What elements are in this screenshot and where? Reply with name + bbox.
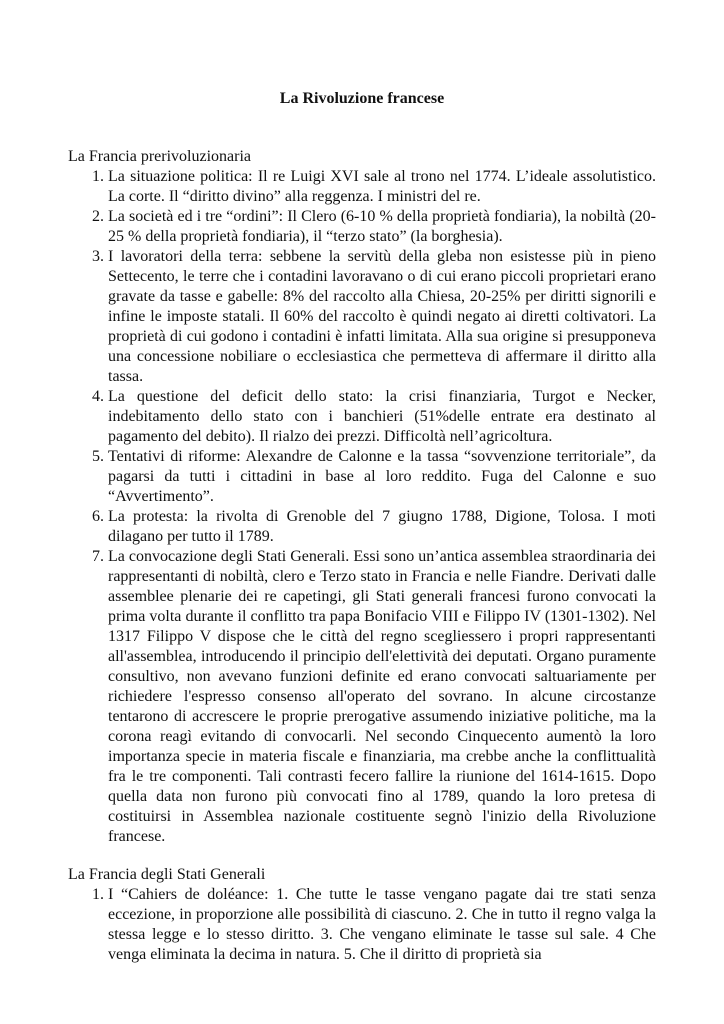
- list-item: 4. La questione del deficit dello stato: la crisi finanziaria, Turgot e Necker, indebitamento dello stato con i banchieri (51%delle entrate era destinato al pagamento del debito). Il rialzo dei prezzi. Difficoltà nell’agricoltura.: [108, 387, 656, 447]
- section-heading: La Francia degli Stati Generali: [68, 866, 266, 883]
- list-item: 6. La protesta: la rivolta di Grenoble del 7 giugno 1788, Digione, Tolosa. I moti dilagano per tutto il 1789.: [108, 507, 656, 547]
- list-item: 2. La società ed i tre “ordini”: Il Clero (6-10 % della proprietà fondiaria), la nobiltà (20-25 % della proprietà fondiaria), il “terzo stato” (la borghesia).: [108, 207, 656, 247]
- numbered-list: [68, 167, 656, 847]
- list-item: 1. I “Cahiers de doléance: 1. Che tutte le tasse vengano pagate dai tre stati senza eccezione, in proporzione alle possibilità di ciascuno. 2. Che in tutto il regno valga la stessa legge e lo stesso diritto. 3. Che vengano eliminate le tasse sul sale. 4 Che venga eliminata la decima in natura. 5. Che il diritto di proprietà sia: [108, 885, 656, 965]
- list-item: 5. Tentativi di riforme: Alexandre de Calonne e la tassa “sovvenzione territoriale”, da pagarsi da tutti i cittadini in base al loro reddito. Fuga del Calonne e suo “Avvertimento”.: [108, 447, 656, 507]
- list-item: 7. La convocazione degli Stati Generali. Essi sono un’antica assemblea straordinaria dei rappresentanti di nobiltà, clero e Terzo stato in Francia e nelle Fiandre. Derivati dalle assemblee plenarie dei re capetingi, gli Stati generali francesi furono convocati la prima volta durante il conflitto tra papa Bonifacio VIII e Filippo IV (1301-1302). Nel 1317 Filippo V dispose che le città del regno scegliessero i propri rappresentanti all'assemblea, introducendo il principio dell'elettività dei deputati. Organo puramente consultivo, non avevano funzioni definite ed erano convocati saltuariamente per richiedere l'espresso consenso all'operato del sovrano. In alcune circostanze tentarono di accrescere le proprie prerogative assumendo iniziative politiche, ma la corona reagì evitando di convocarli. Nel secondo Cinquecento aumentò la loro importanza specie in materia fiscale e finanziaria, ma crebbe anche la conflittualità fra le tre componenti. Tali contrasti fecero fallire la riunione del 1614-1615. Dopo quella data non furono più convocati fino al 1789, quando la loro pretesa di costituirsi in Assemblea nazionale costituente segnò l'inizio della Rivoluzione francese.: [108, 547, 656, 847]
- list-item: 3. I lavoratori della terra: sebbene la servitù della gleba non esistesse più in pieno Settecento, le terre che i contadini lavoravano o di cui erano piccoli proprietari erano gravate da tasse e gabelle: 8% del raccolto alla Chiesa, 20-25% per diritti signorili e infine le imposte statali. Il 60% del raccolto è quindi negato ai diretti coltivatori. La proprietà di cui godono i contadini è infatti limitata. Alla sua origine si presupponeva una concessione nobiliare o ecclesiastica che permetteva di affermare il diritto alla tassa.: [108, 247, 656, 387]
- document-title: La Rivoluzione francese: [279, 90, 445, 107]
- section-heading: La Francia prerivoluzionaria: [68, 148, 252, 165]
- list-item: 1. La situazione politica: Il re Luigi XVI sale al trono nel 1774. L’ideale assolutistico. La corte. Il “diritto divino” alla reggenza. I ministri del re.: [108, 167, 656, 207]
- numbered-list: [68, 885, 656, 965]
